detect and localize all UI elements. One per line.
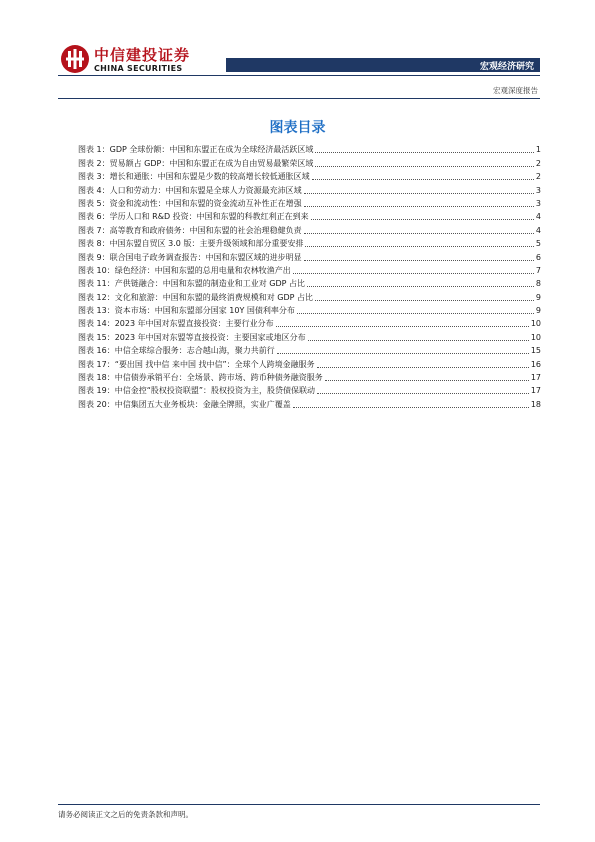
toc-entry-leader <box>315 166 534 167</box>
toc-entry-page[interactable]: 17 <box>530 386 541 396</box>
toc-entry-label[interactable]: 图表 12：文化和旅游：中国和东盟的最终消费规模和对 GDP 占比 <box>78 292 313 302</box>
toc-entry-page[interactable]: 5 <box>535 239 541 249</box>
toc-entry[interactable] <box>78 289 541 302</box>
toc-entry-leader <box>293 273 534 274</box>
toc-entry-page[interactable]: 7 <box>535 265 541 275</box>
toc-entry-leader <box>305 246 533 247</box>
toc-entry-label[interactable]: 图表 13：资本市场：中国和东盟部分国家 10Y 国债利率分布 <box>78 306 295 316</box>
toc-entry-label[interactable]: 图表 7：高等教育和政府债务：中国和东盟的社会治理稳健负责 <box>78 225 302 235</box>
toc-entry-leader <box>304 260 534 261</box>
toc-entry-leader <box>317 367 529 368</box>
toc-entry-page[interactable]: 3 <box>535 198 541 208</box>
toc-entry-leader <box>297 313 534 314</box>
toc-entry-leader <box>304 193 534 194</box>
toc-entry[interactable] <box>78 396 541 409</box>
toc-entry-label[interactable]: 图表 11：产供链融合：中国和东盟的制造业和工业对 GDP 占比 <box>78 279 305 289</box>
toc-entry[interactable] <box>78 303 541 316</box>
toc-entry-label[interactable]: 图表 6：学历人口和 R&D 投资：中国和东盟的科教红利正在到来 <box>78 212 309 222</box>
toc-title: 图表目录 <box>269 120 326 136</box>
toc-entry-label[interactable]: 图表 17：“要出国 找中信 来中国 找中信”：全球个人跨境金融服务 <box>78 359 315 369</box>
toc-entry-leader <box>315 300 534 301</box>
toc-entry[interactable] <box>78 169 541 182</box>
toc-entry-label[interactable]: 图表 3：增长和通胀：中国和东盟是少数的较高增长较低通胀区域 <box>78 172 310 182</box>
footer-divider <box>58 804 540 805</box>
toc-entry-page[interactable]: 18 <box>530 399 541 409</box>
toc-entry-leader <box>315 152 534 153</box>
toc-entry-label[interactable]: 图表 18：中信债券承销平台：全场景、跨市场、跨币种债务融资服务 <box>78 373 323 383</box>
toc-entry[interactable] <box>78 356 541 369</box>
toc-entry-leader <box>307 286 534 287</box>
section-header-bar <box>226 58 540 72</box>
toc-entry-leader <box>325 380 529 381</box>
toc-entry-page[interactable]: 16 <box>530 359 541 369</box>
header-divider <box>58 75 540 76</box>
footer-disclaimer: 请务必阅读正文之后的免责条款和声明。 <box>58 810 193 819</box>
toc-entry-label[interactable]: 图表 20：中信集团五大业务板块：金融全牌照，实业广覆盖 <box>78 399 291 409</box>
toc-entry[interactable] <box>78 249 541 262</box>
toc-entry-label[interactable]: 图表 10：绿色经济：中国和东盟的总用电量和农林牧渔产出 <box>78 265 291 275</box>
toc-entry-page[interactable]: 2 <box>535 172 541 182</box>
toc-entry-label[interactable]: 图表 15：2023 年中国对东盟等直接投资：主要国家或地区分布 <box>78 332 306 342</box>
logo-english-name: CHINA SECURITIES <box>94 64 183 73</box>
toc-entry[interactable] <box>78 276 541 289</box>
toc-entry[interactable] <box>78 155 541 168</box>
toc-entry[interactable] <box>78 370 541 383</box>
toc-entry[interactable] <box>78 236 541 249</box>
toc-entry-leader <box>293 407 529 408</box>
toc-list <box>78 142 541 410</box>
toc-entry-label[interactable]: 图表 8：中国东盟自贸区 3.0 版：主要升级领域和部分重要安排 <box>78 239 304 249</box>
toc-entry[interactable] <box>78 196 541 209</box>
toc-entry-page[interactable]: 9 <box>535 306 541 316</box>
toc-entry-page[interactable]: 9 <box>535 292 541 302</box>
toc-entry-page[interactable]: 6 <box>535 252 541 262</box>
toc-entry-leader <box>276 326 529 327</box>
toc-entry-label[interactable]: 图表 14：2023 年中国对东盟直接投资：主要行业分布 <box>78 319 274 329</box>
toc-entry-page[interactable]: 10 <box>530 332 541 342</box>
toc-entry-label[interactable]: 图表 19：中信金控“股权投资联盟”：股权投资为主，股贷债保联动 <box>78 386 316 396</box>
toc-entry-leader <box>317 393 529 394</box>
toc-entry[interactable] <box>78 182 541 195</box>
toc-entry[interactable] <box>78 209 541 222</box>
toc-entry-leader <box>311 219 534 220</box>
toc-entry-page[interactable]: 15 <box>530 346 541 356</box>
toc-entry[interactable] <box>78 329 541 342</box>
toc-entry-leader <box>312 179 534 180</box>
toc-entry[interactable] <box>78 142 541 155</box>
toc-entry-label[interactable]: 图表 4：人口和劳动力：中国和东盟是全球人力资源最充沛区域 <box>78 185 302 195</box>
toc-entry-page[interactable]: 4 <box>535 212 541 222</box>
toc-entry-leader <box>304 233 534 234</box>
toc-entry-label[interactable]: 图表 5：资金和流动性：中国和东盟的资金流动互补性正在增强 <box>78 198 302 208</box>
toc-entry-page[interactable]: 3 <box>535 185 541 195</box>
toc-entry[interactable] <box>78 343 541 356</box>
toc-entry-page[interactable]: 1 <box>535 145 541 155</box>
toc-entry[interactable] <box>78 383 541 396</box>
toc-entry[interactable] <box>78 222 541 235</box>
toc-entry-page[interactable]: 17 <box>530 373 541 383</box>
logo-chinese-name: 中信建投证券 <box>94 46 191 64</box>
report-type-label: 宏观深度报告 <box>493 86 538 95</box>
toc-entry[interactable] <box>78 316 541 329</box>
toc-entry-page[interactable]: 2 <box>535 158 541 168</box>
toc-entry-page[interactable]: 10 <box>530 319 541 329</box>
toc-entry[interactable] <box>78 263 541 276</box>
citic-logo-icon <box>60 44 90 74</box>
company-logo <box>60 44 210 78</box>
toc-entry-label[interactable]: 图表 9：联合国电子政务调查报告：中国和东盟区域的进步明显 <box>78 252 302 262</box>
toc-entry-label[interactable]: 图表 1：GDP 全球份额：中国和东盟正在成为全球经济最活跃区域 <box>78 145 314 155</box>
toc-entry-page[interactable]: 8 <box>535 279 541 289</box>
report-type-divider <box>58 98 540 99</box>
section-label: 宏观经济研究 <box>479 62 534 72</box>
toc-entry-page[interactable]: 4 <box>535 225 541 235</box>
toc-entry-label[interactable]: 图表 16：中信全球综合服务：志合越山海，聚力共前行 <box>78 346 275 356</box>
toc-entry-leader <box>304 206 534 207</box>
toc-entry-label[interactable]: 图表 2：贸易额占 GDP：中国和东盟正在成为自由贸易最繁荣区域 <box>78 158 314 168</box>
toc-entry-leader <box>277 353 529 354</box>
toc-entry-leader <box>308 340 529 341</box>
